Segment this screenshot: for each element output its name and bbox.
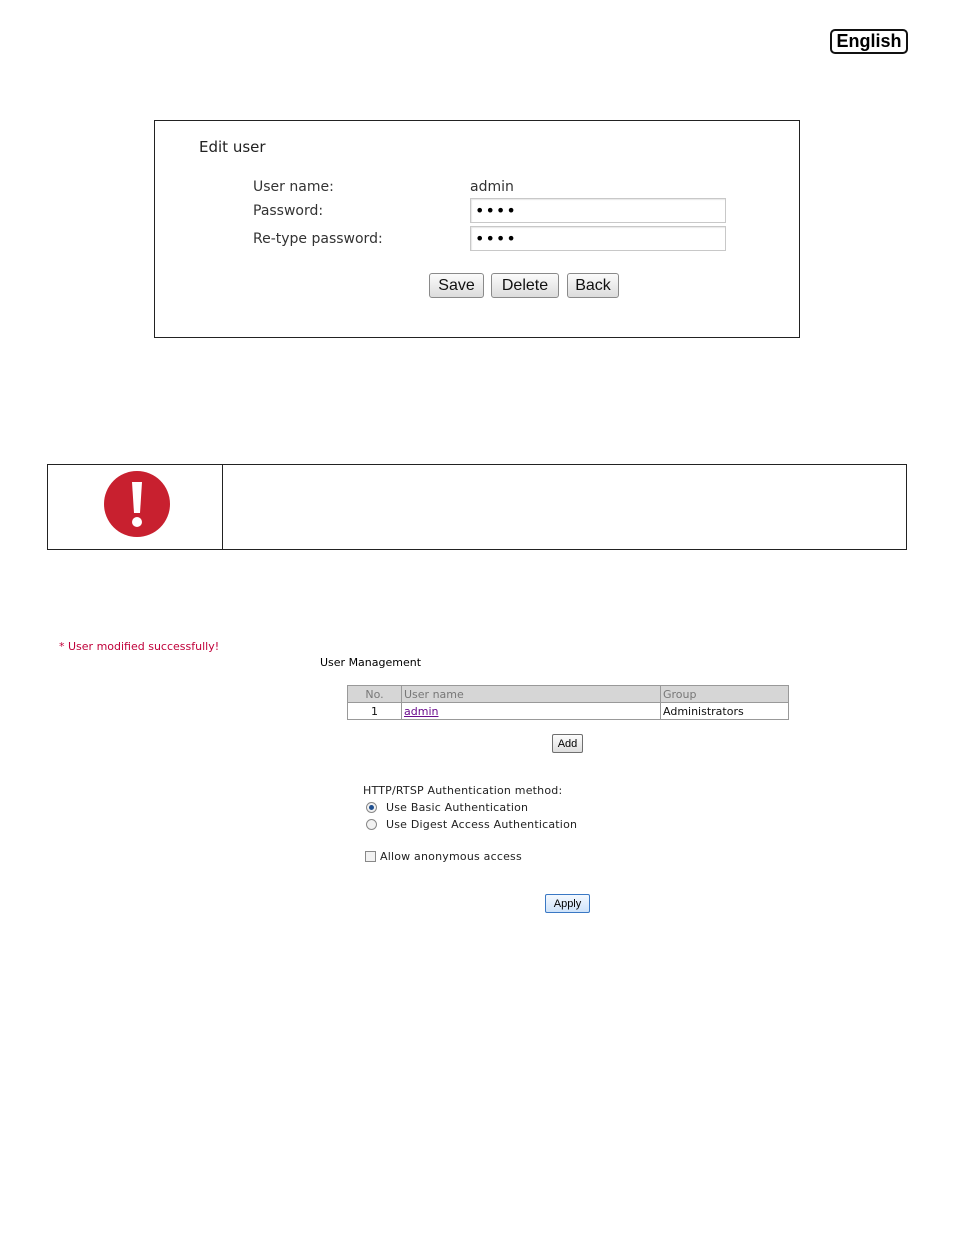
retype-password-input[interactable]: •••• [470, 226, 726, 251]
notice-box [47, 464, 907, 550]
back-button[interactable]: Back [567, 273, 619, 298]
user-link-admin[interactable]: admin [404, 704, 439, 718]
save-button[interactable]: Save [429, 273, 484, 298]
password-input[interactable]: •••• [470, 198, 726, 223]
delete-button[interactable]: Delete [491, 273, 559, 298]
edit-user-title: Edit user [199, 138, 266, 156]
apply-button[interactable]: Apply [545, 894, 590, 913]
table-header-row [348, 686, 789, 703]
username-value: admin [470, 179, 514, 195]
header-group: Group [661, 686, 789, 703]
basic-auth-label: Use Basic Authentication [386, 801, 529, 814]
header-no: No. [348, 686, 402, 703]
radio-digest[interactable] [366, 819, 377, 830]
retype-password-label: Re-type password: [253, 231, 383, 247]
password-label: Password: [253, 203, 324, 219]
success-message: * User modified successfully! [59, 640, 220, 653]
language-badge: English [830, 29, 908, 54]
auth-method-label: HTTP/RTSP Authentication method: [363, 784, 563, 797]
add-user-button[interactable]: Add [552, 734, 583, 753]
user-management-title: User Management [320, 656, 422, 669]
notice-divider [222, 465, 223, 549]
exclamation-icon [104, 471, 170, 537]
anonymous-access-option[interactable] [365, 850, 522, 863]
anonymous-access-label: Allow anonymous access [380, 850, 522, 863]
radio-basic[interactable] [366, 802, 377, 813]
cell-group: Administrators [661, 703, 789, 720]
digest-auth-option[interactable] [366, 818, 577, 831]
table-row [348, 703, 789, 720]
user-table [347, 685, 789, 720]
anonymous-checkbox[interactable] [365, 851, 376, 862]
basic-auth-option[interactable] [366, 801, 528, 814]
exclamation-glyph [127, 479, 147, 529]
header-username: User name [402, 686, 661, 703]
edit-user-panel [154, 120, 800, 338]
cell-no: 1 [348, 703, 402, 720]
digest-auth-label: Use Digest Access Authentication [386, 818, 578, 831]
cell-username [402, 703, 661, 720]
username-label: User name: [253, 179, 334, 195]
radio-selected-dot [369, 805, 374, 810]
